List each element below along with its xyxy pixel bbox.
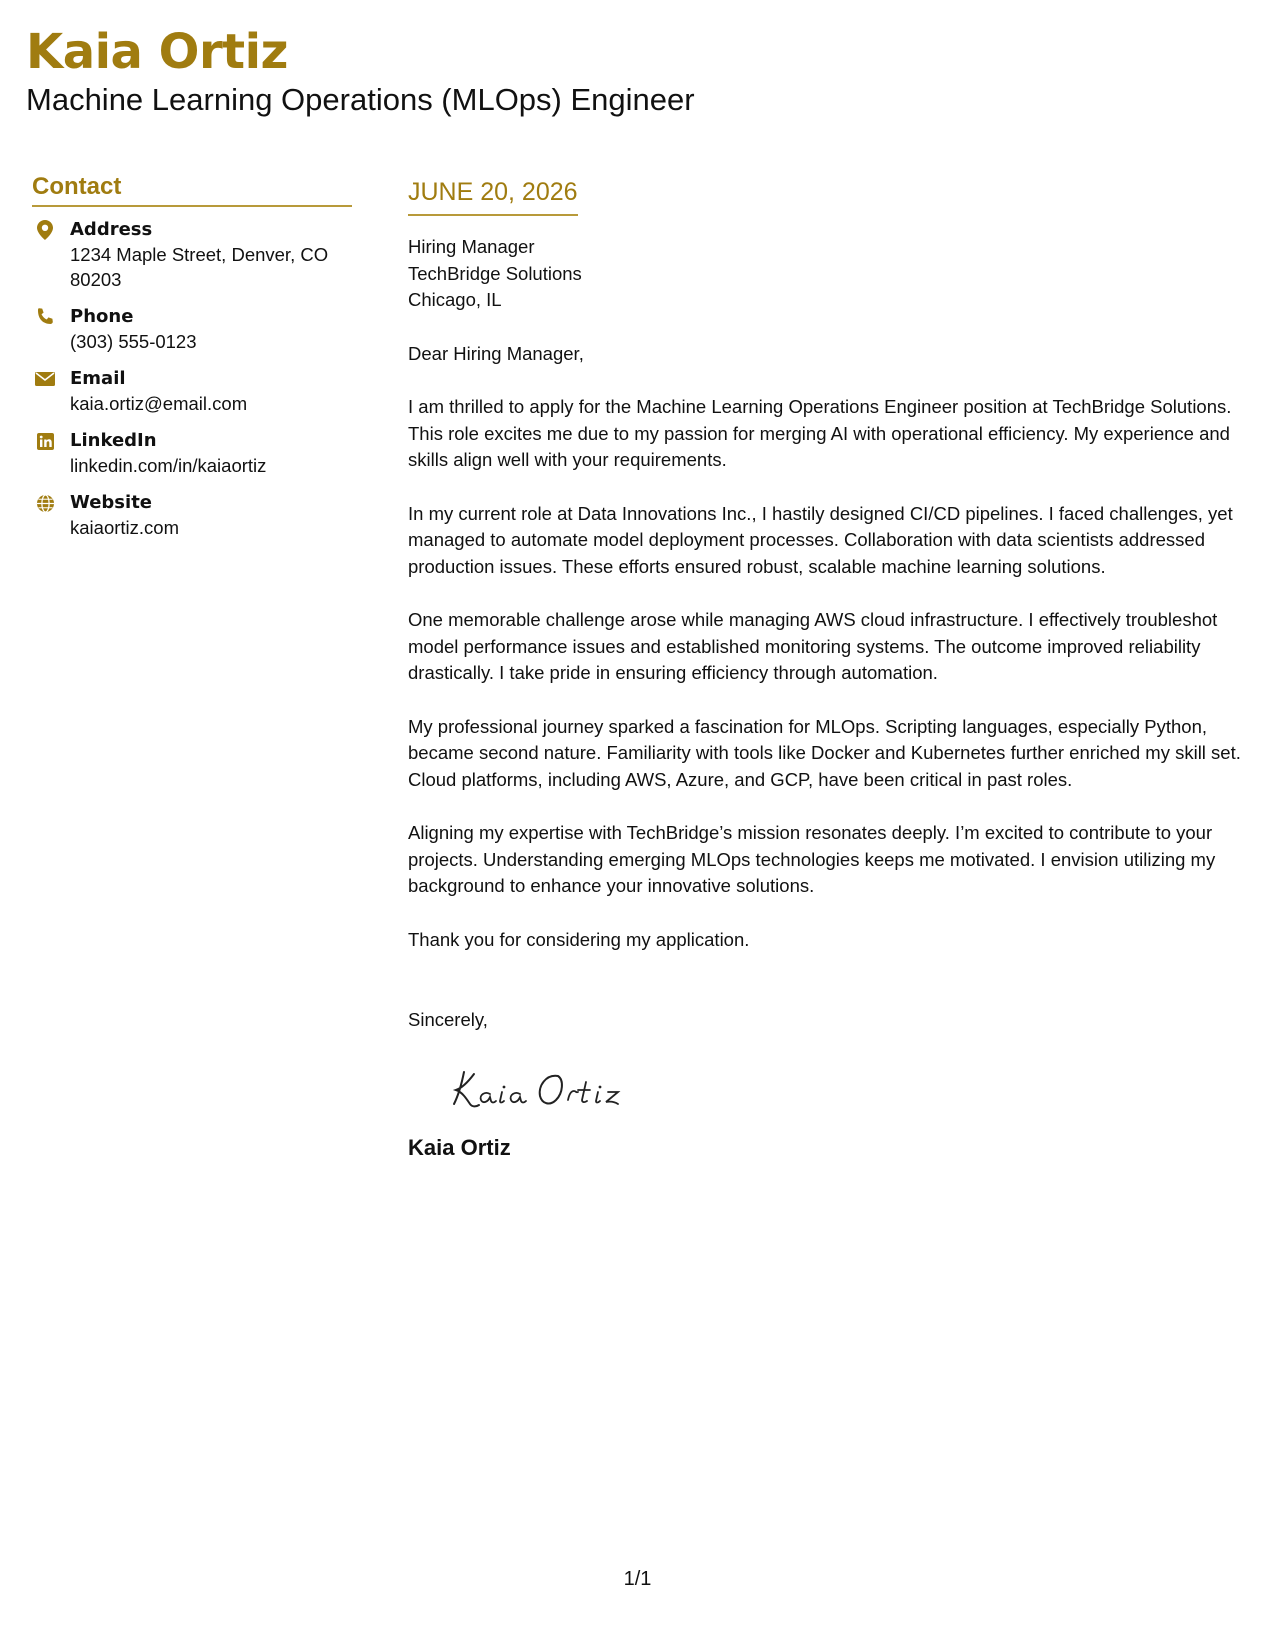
paragraph: Aligning my expertise with TechBridge’s mission resonates deeply. I’m excited to contribute to your projects. Understanding emerging MLOps technologies keeps me motivated. I envision utilizing my background to enhance your innovative solutions. [408,822,1216,896]
letter-date: JUNE 20, 2026 [408,176,578,216]
applicant-name: Kaia Ortiz [26,24,288,80]
contact-label: Address [70,219,153,240]
phone-value: (303) 555-0123 [70,331,197,352]
recipient-line: Hiring Manager [408,236,535,257]
recipient-block [408,234,1248,314]
paragraph: I am thrilled to apply for the Machine Learning Operations Engineer position at TechBridge Solutions. This role excites me due to my passion for merging AI with operational efficiency. My experience and skills align well with your requirements. [408,396,1232,470]
address-value: 1234 Maple Street, Denver, CO 80203 [70,244,329,290]
contact-label: Website [70,492,153,513]
paragraph: Thank you for considering my application. [408,928,750,950]
contact-item-phone [32,304,352,354]
recipient-line: TechBridge Solutions [408,262,582,284]
email-value: kaia.ortiz@email.com [70,393,248,414]
recipient-line: Chicago, IL [408,289,502,310]
salutation: Dear Hiring Manager, [408,342,584,364]
contact-item-website [32,490,352,540]
letter-body [408,176,1248,1162]
contact-list [32,217,352,540]
contact-label: Email [70,368,126,389]
contact-item-address [32,217,352,292]
globe-icon [34,492,56,514]
signer-name: Kaia Ortiz [408,1134,511,1160]
envelope-icon [34,368,56,390]
linkedin-value: linkedin.com/in/kaiaortiz [70,455,267,476]
contact-sidebar [32,172,352,552]
contact-label: LinkedIn [70,430,157,451]
job-title: Machine Learning Operations (MLOps) Engineer [26,82,695,117]
contact-item-linkedin [32,428,352,478]
map-pin-icon [34,219,56,241]
closing: Sincerely, [408,1009,488,1030]
website-value: kaiaortiz.com [70,517,179,538]
handwritten-signature [450,1060,1248,1116]
linkedin-icon [34,430,56,452]
page-number: 1/1 [623,1568,652,1590]
phone-icon [34,306,56,328]
contact-heading: Contact [32,172,352,207]
contact-label: Phone [70,306,134,327]
paragraph: My professional journey sparked a fascination for MLOps. Scripting languages, especially Python, became second nature. Familiarity with tools like Docker and Kubernetes further enriched my skill set. Cloud platforms, including AWS, Azure, and GCP, have been critical in past roles. [408,715,1241,790]
paragraph: One memorable challenge arose while managing AWS cloud infrastructure. I effectively troubleshot model performance issues and established monitoring systems. The outcome improved reliability drastically. I take pride in ensuring efficiency through automation. [408,609,1218,683]
contact-item-email [32,366,352,416]
paragraph: In my current role at Data Innovations Inc., I hastily designed CI/CD pipelines. I faced challenges, yet managed to automate model deployment processes. Collaboration with data scientists addressed production issues. These efforts ensured robust, scalable machine learning solutions. [408,502,1233,577]
